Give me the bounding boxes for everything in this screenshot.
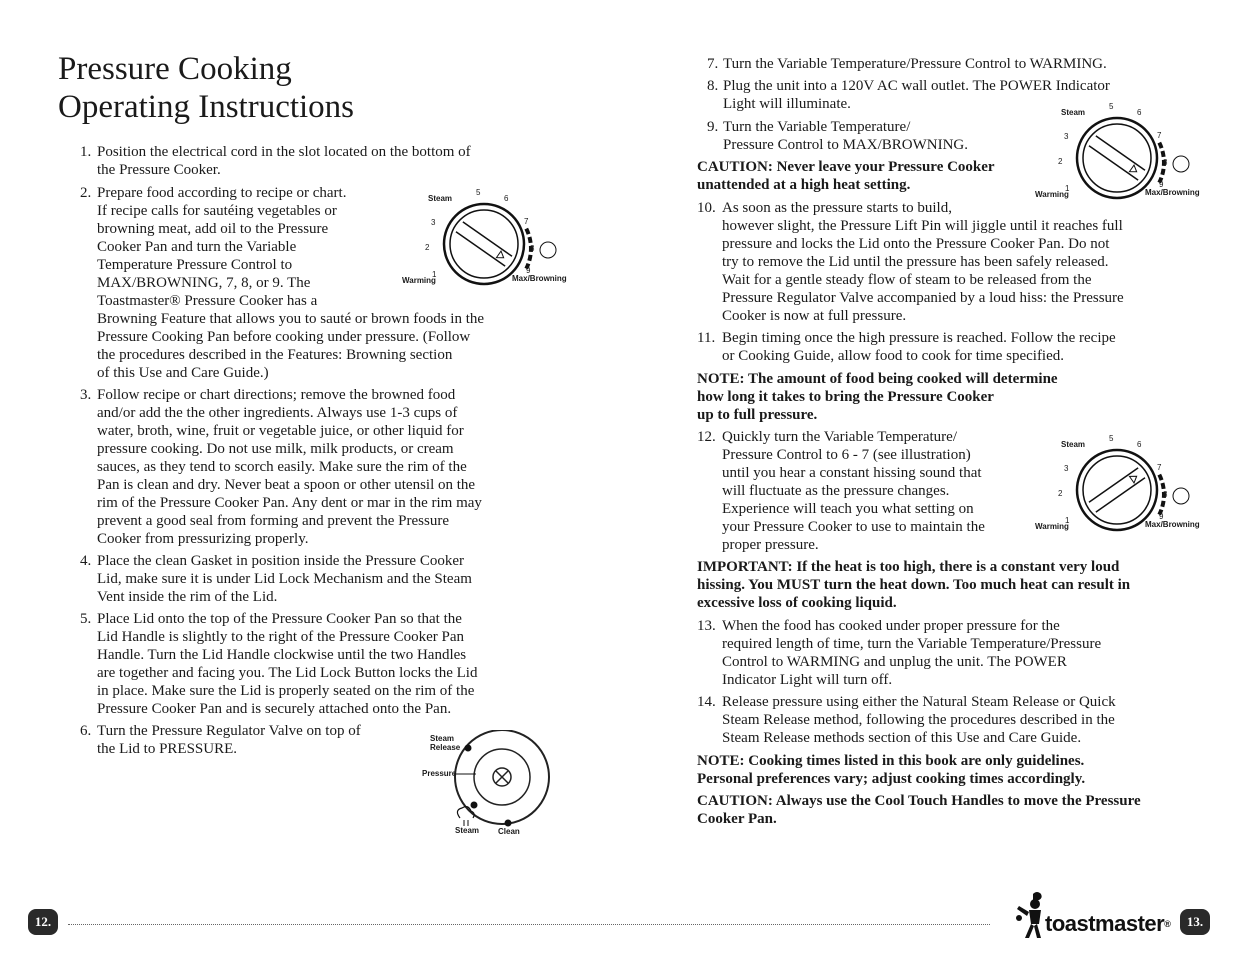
step-2-line: Browning Feature that allows you to sauté or brown foods in the	[97, 311, 485, 327]
dial-number: 1	[1065, 516, 1070, 525]
dial-number: 1	[1065, 184, 1070, 193]
step-10-number: 10.	[697, 200, 716, 216]
step-13-line: When the food has cooked under proper pressure for the	[722, 618, 1060, 634]
valve-label-steam-release-1: Steam	[430, 734, 455, 743]
dial-number: 3	[1064, 132, 1069, 141]
step-12-line: proper pressure.	[722, 537, 819, 553]
step-13-line: Control to WARMING and unplug the unit. The POWER	[722, 654, 1067, 670]
page-title	[58, 50, 354, 126]
dial-number: 8	[530, 244, 535, 253]
note-food-line: how long it takes to bring the Pressure Cooker	[697, 389, 994, 405]
step-2-line: If recipe calls for sautéing vegetables or	[97, 203, 337, 219]
dial-ring	[1077, 450, 1157, 530]
step-12-number: 12.	[697, 429, 716, 445]
brand-name: toastmaster	[1045, 911, 1165, 936]
dial-number: 3	[431, 218, 436, 227]
step-13-line: Indicator Light will turn off.	[722, 672, 893, 688]
step-8-number: 8.	[707, 78, 719, 94]
chef-mascot-icon	[1013, 890, 1045, 940]
step-13-line: required length of time, turn the Variable Temperature/Pressure	[722, 636, 1102, 652]
step-10-line: however slight, the Pressure Lift Pin will jiggle until it reaches full	[722, 218, 1123, 234]
dial-number: 2	[1058, 489, 1063, 498]
title-line-1: Pressure Cooking	[58, 51, 292, 87]
step-3-line: sauces, as they tend to scorch easily. Make sure the rim of the	[97, 459, 467, 475]
dial-number: 7	[524, 217, 529, 226]
dial-number: 7	[1157, 463, 1162, 472]
dial-number: 3	[1064, 464, 1069, 473]
title-line-2: Operating Instructions	[58, 89, 355, 125]
step-6-number: 6.	[80, 723, 92, 739]
dial-label-max-browning: Max/Browning	[1145, 520, 1200, 529]
dial-number: 6	[1137, 440, 1142, 449]
note-food-line: up to full pressure.	[697, 407, 818, 423]
step-13-number: 13.	[697, 618, 716, 634]
dial-label-steam: Steam	[428, 194, 453, 203]
dial-label-warming: Warming	[402, 276, 436, 285]
step-4-line: Vent inside the rim of the Lid.	[97, 589, 278, 605]
step-2-line: Toastmaster® Pressure Cooker has a	[97, 293, 318, 309]
step-14-line: Release pressure using either the Natural Steam Release or Quick	[722, 694, 1116, 710]
footer-divider	[68, 924, 990, 925]
step-14-line: Steam Release method, following the procedures described in the	[722, 712, 1115, 728]
step-12-line: until you hear a constant hissing sound that	[722, 465, 982, 481]
regulator-valve-illustration	[420, 730, 560, 840]
caution-handles-line: CAUTION: Always use the Cool Touch Handles to move the Pressure	[697, 793, 1141, 809]
important-heat-line: excessive loss of cooking liquid.	[697, 595, 897, 611]
important-heat-line: IMPORTANT: If the heat is too high, there is a constant very loud	[697, 559, 1120, 575]
dial-label-warming: Warming	[1035, 522, 1069, 531]
valve-label-pressure: Pressure	[422, 769, 457, 778]
step-12-line: will fluctuate as the pressure changes.	[722, 483, 950, 499]
step-4-line: Lid, make sure it is under Lid Lock Mechanism and the Steam	[97, 571, 472, 587]
step-3-line: Pan is clean and dry. Never beat a spoon or other utensil on the	[97, 477, 476, 493]
step-5-line: Place Lid onto the top of the Pressure Cooker Pan so that the	[97, 611, 462, 627]
dial-number: 9	[1159, 512, 1164, 521]
control-dial-step2	[400, 186, 572, 296]
step-4-number: 4.	[80, 553, 92, 569]
step-6-line: Turn the Pressure Regulator Valve on top of	[97, 723, 361, 739]
caution-heat-line: CAUTION: Never leave your Pressure Cooker	[697, 159, 995, 175]
step-5-line: Pressure Cooker Pan and is securely attached onto the Pan.	[97, 701, 452, 717]
control-dial-step9	[1033, 100, 1205, 210]
step-4-line: Place the clean Gasket in position inside the Pressure Cooker	[97, 553, 464, 569]
step-11-number: 11.	[697, 330, 716, 346]
dial-number: 2	[425, 243, 430, 252]
step-5-line: in place. Make sure the Lid is properly seated on the rim of the	[97, 683, 475, 699]
step-7-line: Turn the Variable Temperature/Pressure Control to WARMING.	[723, 56, 1107, 72]
dial-number: 8	[1163, 490, 1168, 499]
dial-number: 2	[1058, 157, 1063, 166]
step-12-line: Experience will teach you what setting on	[722, 501, 974, 517]
step-2-line: Pressure Cooking Pan before cooking under pressure. (Follow	[97, 329, 471, 345]
dial-number: 5	[1109, 434, 1114, 443]
valve-label-steam: Steam	[455, 826, 480, 835]
step-3-line: and/or add the the other ingredients. Always use 1-3 cups of	[97, 405, 458, 421]
step-5-line: are together and facing you. The Lid Lock Button locks the Lid	[97, 665, 478, 681]
dial-label-steam: Steam	[1061, 108, 1086, 117]
step-10-line: Wait for a gentle steady flow of steam to be released from the	[722, 272, 1092, 288]
step-1-line: the Pressure Cooker.	[97, 162, 221, 178]
step-8-line: Plug the unit into a 120V AC wall outlet. The POWER Indicator	[723, 78, 1110, 94]
dial-number: 5	[476, 188, 481, 197]
dial-ring	[1077, 118, 1157, 198]
step-2-line: Temperature Pressure Control to	[97, 257, 293, 273]
step-3-line: rim of the Pressure Cooker Pan. Any dent or mar in the rim may	[97, 495, 482, 511]
note-times-line: Personal preferences vary; adjust cooking times accordingly.	[697, 771, 1086, 787]
step-2-line: browning meat, add oil to the Pressure	[97, 221, 329, 237]
caution-handles-line: Cooker Pan.	[697, 811, 777, 827]
step-2-line: of this Use and Care Guide.)	[97, 365, 269, 381]
step-7-number: 7.	[707, 56, 719, 72]
control-dial-step12	[1033, 432, 1205, 542]
brand-registered-mark: ®	[1164, 919, 1171, 929]
dial-number: 9	[526, 266, 531, 275]
step-6-line: the Lid to PRESSURE.	[97, 741, 238, 757]
note-times-line: NOTE: Cooking times listed in this book are only guidelines.	[697, 753, 1085, 769]
step-2-line: Cooker Pan and turn the Variable	[97, 239, 297, 255]
step-2-line: Prepare food according to recipe or chart.	[97, 185, 347, 201]
step-10-line: try to remove the Lid until the pressure has been safely released.	[722, 254, 1109, 270]
step-1-number: 1.	[80, 144, 92, 160]
step-3-line: Follow recipe or chart directions; remove the browned food	[97, 387, 456, 403]
dial-number: 6	[1137, 108, 1142, 117]
step-5-line: Lid Handle is slightly to the right of the Pressure Cooker Pan	[97, 629, 465, 645]
step-2-line: the procedures described in the Features: Browning section	[97, 347, 453, 363]
dial-label-warming: Warming	[1035, 190, 1069, 199]
dial-number: 5	[1109, 102, 1114, 111]
step-11-line: Begin timing once the high pressure is reached. Follow the recipe	[722, 330, 1116, 346]
step-10-line: Pressure Regulator Valve accompanied by a loud hiss: the Pressure	[722, 290, 1124, 306]
valve-label-clean: Clean	[498, 827, 520, 836]
brand-logo	[1045, 911, 1170, 937]
step-8-line: Light will illuminate.	[723, 96, 851, 112]
important-heat-line: hissing. You MUST turn the heat down. Too much heat can result in	[697, 577, 1131, 593]
dial-label-max-browning: Max/Browning	[1145, 188, 1200, 197]
page-number-left: 12.	[28, 909, 58, 935]
step-3-line: prevent a good seal from forming and prevent the Pressure	[97, 513, 449, 529]
step-10-line: Cooker is now at full pressure.	[722, 308, 907, 324]
step-3-number: 3.	[80, 387, 92, 403]
dial-number: 6	[504, 194, 509, 203]
step-5-line: Handle. Turn the Lid Handle clockwise until the two Handles	[97, 647, 467, 663]
step-10-line: As soon as the pressure starts to build,	[722, 200, 952, 216]
step-3-line: Cooker from pressurizing properly.	[97, 531, 309, 547]
step-9-line: Pressure Control to MAX/BROWNING.	[723, 137, 968, 153]
dial-number: 8	[1163, 158, 1168, 167]
step-12-line: Quickly turn the Variable Temperature/	[722, 429, 957, 445]
dial-label-steam: Steam	[1061, 440, 1086, 449]
step-2-line: MAX/BROWNING, 7, 8, or 9. The	[97, 275, 311, 291]
step-1-line: Position the electrical cord in the slot located on the bottom of	[97, 144, 471, 160]
step-12-line: Pressure Control to 6 - 7 (see illustration)	[722, 447, 971, 463]
dial-label-max-browning: Max/Browning	[512, 274, 567, 283]
step-9-number: 9.	[707, 119, 719, 135]
step-5-number: 5.	[80, 611, 92, 627]
step-3-line: pressure cooking. Do not use milk, milk products, or cream	[97, 441, 454, 457]
dial-number: 1	[432, 270, 437, 279]
step-11-line: or Cooking Guide, allow food to cook for time specified.	[722, 348, 1065, 364]
step-14-line: Steam Release methods section of this Use and Care Guide.	[722, 730, 1082, 746]
step-2-number: 2.	[80, 185, 92, 201]
step-9-line: Turn the Variable Temperature/	[723, 119, 911, 135]
dial-number: 7	[1157, 131, 1162, 140]
step-10-line: pressure and locks the Lid onto the Pressure Cooker Pan. Do not	[722, 236, 1110, 252]
page-number-right: 13.	[1180, 909, 1210, 935]
dial-ring	[444, 204, 524, 284]
caution-heat-line: unattended at a high heat setting.	[697, 177, 911, 193]
step-3-line: water, broth, wine, fruit or vegetable juice, or other liquid for	[97, 423, 464, 439]
valve-label-steam-release-2: Release	[430, 743, 461, 752]
step-12-line: your Pressure Cooker to use to maintain the	[722, 519, 985, 535]
note-food-line: NOTE: The amount of food being cooked will determine	[697, 371, 1058, 387]
step-14-number: 14.	[697, 694, 716, 710]
dial-number: 9	[1159, 180, 1164, 189]
